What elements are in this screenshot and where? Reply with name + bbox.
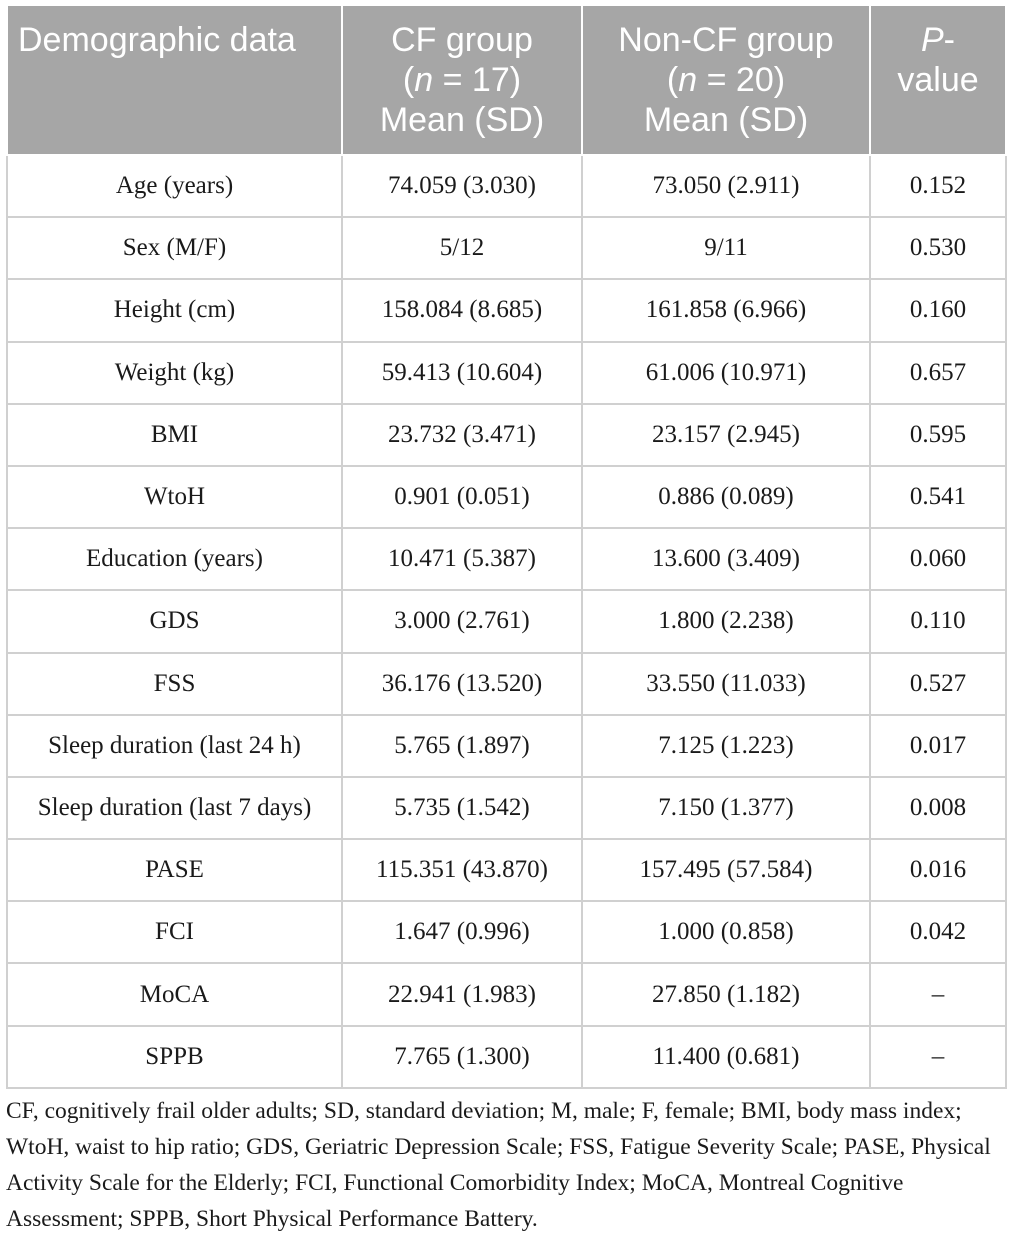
table-row bbox=[7, 839, 1006, 901]
cf-group-cell: 10.471 (5.387) bbox=[342, 528, 582, 590]
p-value-cell: 0.160 bbox=[870, 279, 1006, 341]
noncf-group-cell: 9/11 bbox=[582, 217, 870, 279]
row-label-cell: Age (years) bbox=[7, 155, 342, 217]
p-value-cell: 0.541 bbox=[870, 466, 1006, 528]
header-cf-group-stat: Mean (SD) bbox=[379, 101, 545, 139]
table-row bbox=[7, 342, 1006, 404]
demographics-table-container bbox=[6, 4, 1005, 1089]
table-row bbox=[7, 528, 1006, 590]
header-cf-group bbox=[342, 5, 582, 155]
row-label-cell: Sleep duration (last 7 days) bbox=[7, 777, 342, 839]
table-row bbox=[7, 715, 1006, 777]
cf-group-cell: 115.351 (43.870) bbox=[342, 839, 582, 901]
cf-group-cell: 59.413 (10.604) bbox=[342, 342, 582, 404]
cf-group-cell: 5.735 (1.542) bbox=[342, 777, 582, 839]
table-row bbox=[7, 777, 1006, 839]
row-label-cell: FCI bbox=[7, 901, 342, 963]
header-cf-group-title: CF group bbox=[391, 21, 533, 59]
noncf-group-cell: 13.600 (3.409) bbox=[582, 528, 870, 590]
header-p-value-line2: value bbox=[897, 61, 979, 99]
row-label-cell: Sleep duration (last 24 h) bbox=[7, 715, 342, 777]
header-p-symbol: P bbox=[920, 21, 944, 59]
header-cf-n-symbol: n bbox=[414, 61, 434, 99]
header-p-hyphen: - bbox=[943, 21, 955, 59]
header-noncf-group-title: Non-CF group bbox=[618, 21, 834, 59]
cf-group-cell: 5/12 bbox=[342, 217, 582, 279]
cf-group-cell: 5.765 (1.897) bbox=[342, 715, 582, 777]
cf-group-cell: 23.732 (3.471) bbox=[342, 404, 582, 466]
noncf-group-cell: 7.125 (1.223) bbox=[582, 715, 870, 777]
row-label-cell: Weight (kg) bbox=[7, 342, 342, 404]
p-value-cell: 0.016 bbox=[870, 839, 1006, 901]
p-value-cell: 0.008 bbox=[870, 777, 1006, 839]
cf-group-cell: 158.084 (8.685) bbox=[342, 279, 582, 341]
row-label-cell: Height (cm) bbox=[7, 279, 342, 341]
table-row bbox=[7, 466, 1006, 528]
header-cf-n-value: = 17) bbox=[433, 61, 522, 99]
table-row bbox=[7, 217, 1006, 279]
header-noncf-n-symbol: n bbox=[678, 61, 698, 99]
p-value-cell: 0.110 bbox=[870, 590, 1006, 652]
table-row bbox=[7, 155, 1006, 217]
demographics-table bbox=[6, 4, 1007, 1089]
p-value-cell: 0.595 bbox=[870, 404, 1006, 466]
p-value-cell: 0.060 bbox=[870, 528, 1006, 590]
noncf-group-cell: 157.495 (57.584) bbox=[582, 839, 870, 901]
header-demographic-data bbox=[7, 5, 342, 155]
row-label-cell: GDS bbox=[7, 590, 342, 652]
p-value-cell: – bbox=[870, 963, 1006, 1025]
p-value-cell: – bbox=[870, 1026, 1006, 1088]
table-footnote: CF, cognitively frail older adults; SD, standard deviation; M, male; F, female; BMI, body mass index; WtoH, waist to hip ratio; GDS, Geriatric Depression Scale; FSS, Fatigue Severity Scale; PASE, Physical Activity Scale for the Elderly; FCI, Functional Comorbidity Index; MoCA, Montreal Cognitive Assessment; SPPB, Short Physical Performance Battery. bbox=[6, 1098, 991, 1232]
table-row bbox=[7, 963, 1006, 1025]
row-label-cell: FSS bbox=[7, 653, 342, 715]
header-noncf-group bbox=[582, 5, 870, 155]
header-cf-group-n bbox=[347, 60, 577, 100]
row-label-cell: SPPB bbox=[7, 1026, 342, 1088]
row-label-cell: PASE bbox=[7, 839, 342, 901]
header-noncf-n-value: = 20) bbox=[697, 61, 786, 99]
header-demographic-data-label: Demographic data bbox=[18, 21, 296, 59]
cf-group-cell: 3.000 (2.761) bbox=[342, 590, 582, 652]
header-cf-n-open: ( bbox=[402, 61, 415, 99]
header-noncf-n-open: ( bbox=[666, 61, 679, 99]
noncf-group-cell: 73.050 (2.911) bbox=[582, 155, 870, 217]
noncf-group-cell: 33.550 (11.033) bbox=[582, 653, 870, 715]
row-label-cell: Education (years) bbox=[7, 528, 342, 590]
cf-group-cell: 1.647 (0.996) bbox=[342, 901, 582, 963]
row-label-cell: MoCA bbox=[7, 963, 342, 1025]
p-value-cell: 0.527 bbox=[870, 653, 1006, 715]
noncf-group-cell: 1.000 (0.858) bbox=[582, 901, 870, 963]
p-value-cell: 0.152 bbox=[870, 155, 1006, 217]
noncf-group-cell: 161.858 (6.966) bbox=[582, 279, 870, 341]
p-value-cell: 0.530 bbox=[870, 217, 1006, 279]
noncf-group-cell: 0.886 (0.089) bbox=[582, 466, 870, 528]
cf-group-cell: 22.941 (1.983) bbox=[342, 963, 582, 1025]
noncf-group-cell: 23.157 (2.945) bbox=[582, 404, 870, 466]
noncf-group-cell: 7.150 (1.377) bbox=[582, 777, 870, 839]
header-row bbox=[7, 5, 1006, 155]
header-noncf-group-n bbox=[587, 60, 865, 100]
cf-group-cell: 74.059 (3.030) bbox=[342, 155, 582, 217]
header-p-value-line1 bbox=[875, 20, 1001, 60]
row-label-cell: BMI bbox=[7, 404, 342, 466]
header-p-value bbox=[870, 5, 1006, 155]
header-noncf-group-stat: Mean (SD) bbox=[643, 101, 809, 139]
table-row bbox=[7, 1026, 1006, 1088]
row-label-cell: WtoH bbox=[7, 466, 342, 528]
table-body bbox=[7, 155, 1006, 1088]
table-header bbox=[7, 5, 1006, 155]
noncf-group-cell: 1.800 (2.238) bbox=[582, 590, 870, 652]
table-row bbox=[7, 590, 1006, 652]
p-value-cell: 0.042 bbox=[870, 901, 1006, 963]
p-value-cell: 0.017 bbox=[870, 715, 1006, 777]
table-row bbox=[7, 901, 1006, 963]
cf-group-cell: 0.901 (0.051) bbox=[342, 466, 582, 528]
table-row bbox=[7, 279, 1006, 341]
cf-group-cell: 7.765 (1.300) bbox=[342, 1026, 582, 1088]
noncf-group-cell: 27.850 (1.182) bbox=[582, 963, 870, 1025]
row-label-cell: Sex (M/F) bbox=[7, 217, 342, 279]
table-row bbox=[7, 404, 1006, 466]
p-value-cell: 0.657 bbox=[870, 342, 1006, 404]
noncf-group-cell: 11.400 (0.681) bbox=[582, 1026, 870, 1088]
noncf-group-cell: 61.006 (10.971) bbox=[582, 342, 870, 404]
cf-group-cell: 36.176 (13.520) bbox=[342, 653, 582, 715]
table-row bbox=[7, 653, 1006, 715]
